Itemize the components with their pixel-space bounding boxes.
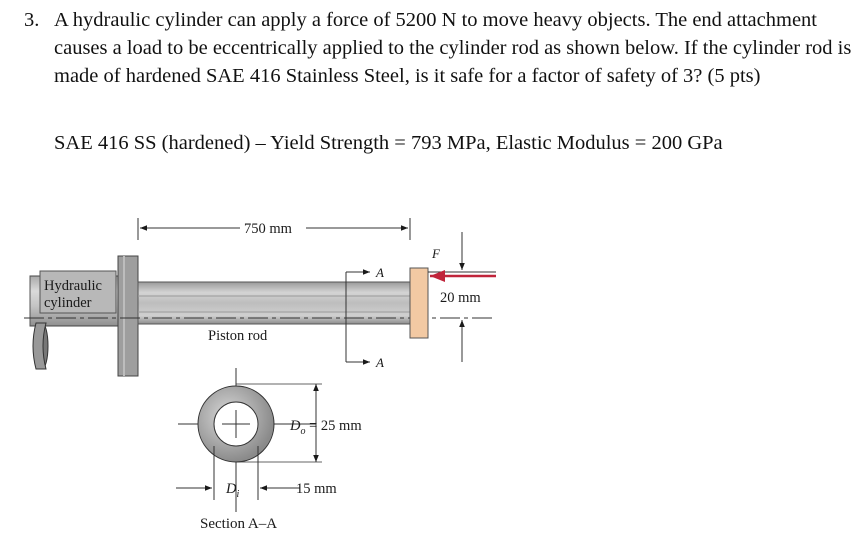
outer-diameter-label: $D_o = 25$ mm — [290, 418, 362, 437]
piston-rod-label: Piston rod — [208, 328, 268, 344]
force-label: F — [432, 246, 440, 261]
problem-number: 3. — [24, 9, 40, 31]
material-properties: SAE 416 SS (hardened) – Yield Strength = 793 MPa, Elastic Modulus = 200 GPa — [54, 132, 723, 154]
problem-text: A hydraulic cylinder can apply a force of 5200 N to move heavy objects. The end attachment causes a load to be eccentrically applied to the cylinder rod as shown below. If the cylinder rod is made of hardened SAE 416 Stainless Steel, is it safe for a factor of safety of 3? (5 pts) — [54, 9, 852, 87]
cylinder-label-line2: cylinder — [44, 295, 92, 311]
section-marker-bottom: A — [376, 355, 384, 370]
section-marker-top: A — [376, 265, 384, 280]
cylinder-label-line1: Hydraulic — [44, 278, 102, 294]
length-label: 750 mm — [244, 221, 292, 237]
end-attachment — [410, 268, 428, 338]
section-caption: Section A–A — [200, 516, 278, 532]
cylinder-gland — [118, 256, 138, 376]
inner-value-label: 15 mm — [296, 481, 337, 497]
inner-diameter-label: $D_i$ — [226, 481, 240, 500]
offset-label: 20 mm — [440, 290, 481, 306]
